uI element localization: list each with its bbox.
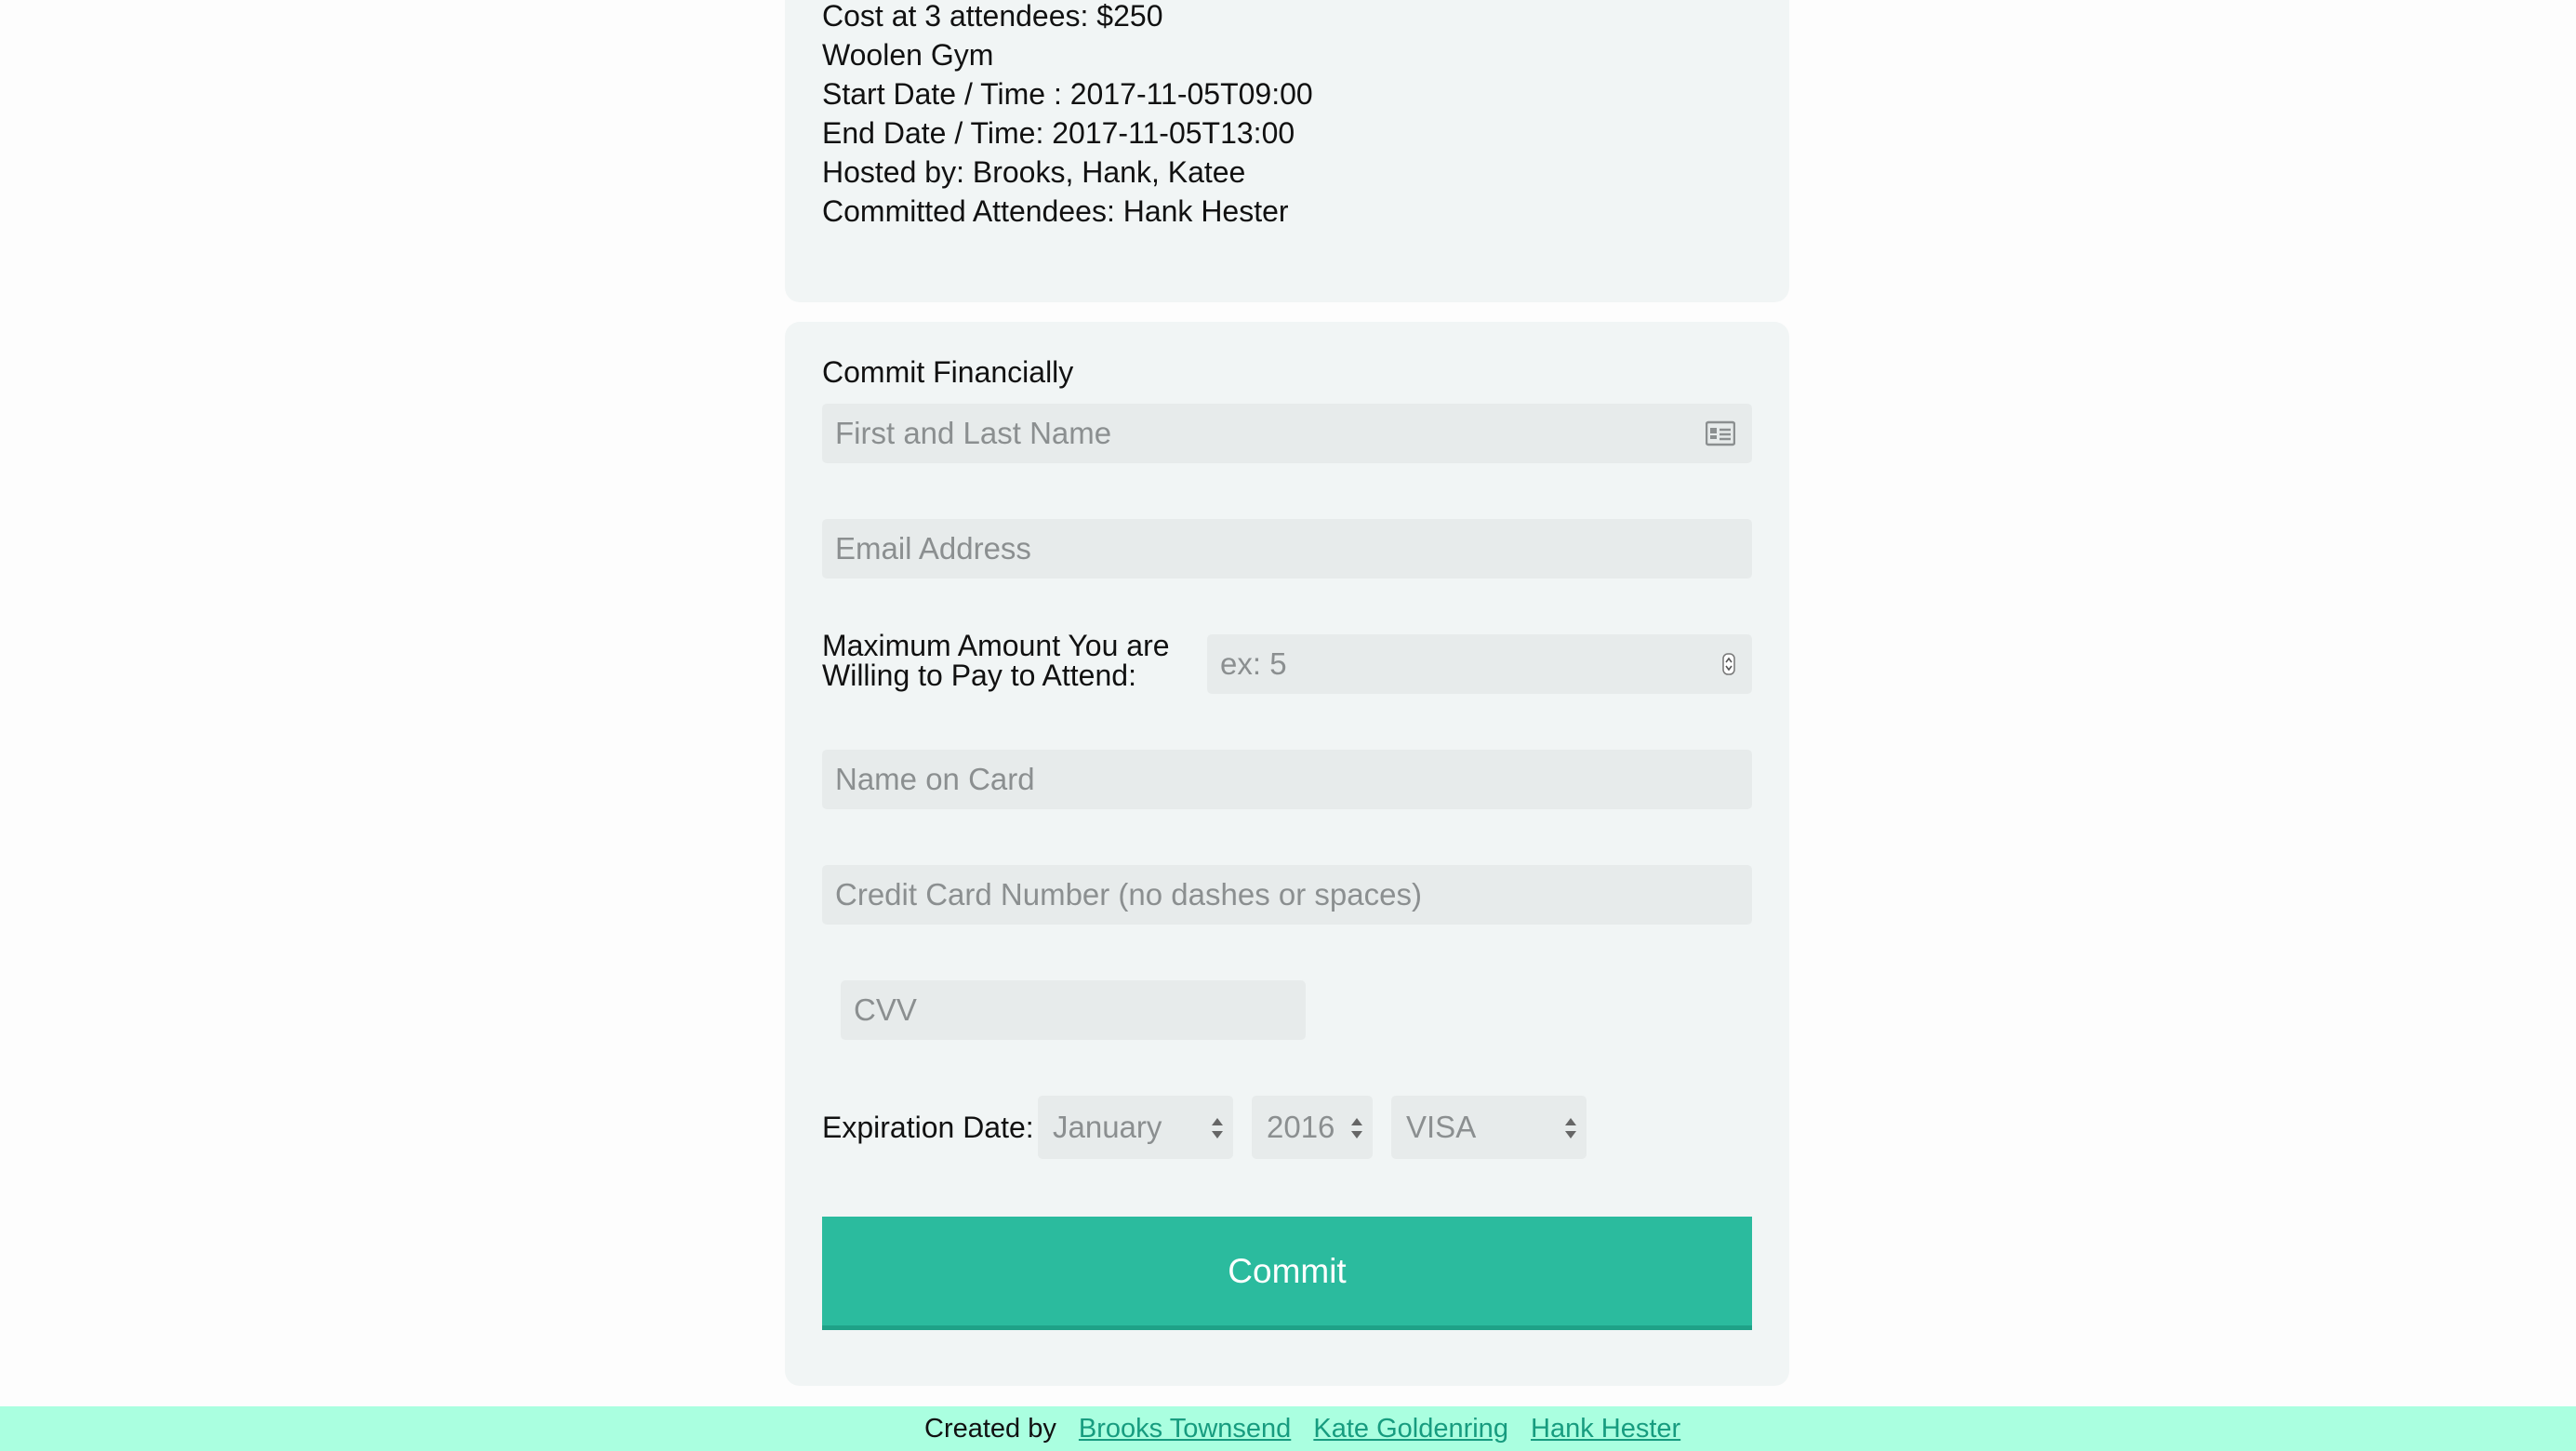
cvv-field[interactable] [841, 980, 1306, 1040]
contact-card-icon [1706, 420, 1735, 446]
event-hosts: Hosted by: Brooks, Hank, Katee [822, 155, 1246, 189]
year-select-value: 2016 [1267, 1110, 1335, 1144]
form-title: Commit Financially [822, 355, 1074, 389]
event-cost: Cost at 3 attendees: $250 [822, 0, 1163, 33]
month-select[interactable] [1038, 1096, 1233, 1159]
event-venue: Woolen Gym [822, 38, 994, 72]
author-link-brooks[interactable]: Brooks Townsend [1078, 1414, 1292, 1444]
max-amount-label [822, 631, 1194, 690]
event-end: End Date / Time: 2017-11-05T13:00 [822, 116, 1295, 150]
card-number-field[interactable] [822, 865, 1752, 925]
select-arrows-icon [1209, 1114, 1226, 1142]
commit-button[interactable]: Commit [822, 1217, 1752, 1330]
event-start: Start Date / Time : 2017-11-05T09:00 [822, 77, 1313, 111]
max-amount-input[interactable] [1220, 634, 1700, 694]
year-select[interactable] [1252, 1096, 1373, 1159]
max-amount-field[interactable] [1207, 634, 1752, 694]
max-amount-label-line1: Maximum Amount You are [822, 629, 1170, 662]
card-type-select[interactable] [1391, 1096, 1587, 1159]
select-arrows-icon [1348, 1114, 1365, 1142]
card-number-input[interactable] [835, 865, 1700, 925]
full-name-field[interactable] [822, 404, 1752, 463]
footer-credits [924, 1406, 1680, 1451]
cvv-input[interactable] [854, 980, 1254, 1040]
footer [0, 1406, 2576, 1451]
stepper-icon[interactable] [1722, 653, 1735, 675]
event-info [822, 0, 1313, 231]
author-link-hank[interactable]: Hank Hester [1531, 1414, 1681, 1444]
full-name-input[interactable] [835, 404, 1700, 463]
expiration-label: Expiration Date: [822, 1111, 1034, 1144]
select-arrows-icon [1562, 1114, 1579, 1142]
created-by-label: Created by [924, 1414, 1056, 1444]
month-select-value: January [1053, 1110, 1162, 1144]
email-input[interactable] [835, 519, 1700, 579]
card-name-input[interactable] [835, 750, 1700, 809]
max-amount-label-line2: Willing to Pay to Attend: [822, 659, 1136, 692]
card-type-select-value: VISA [1406, 1110, 1477, 1144]
author-link-kate[interactable]: Kate Goldenring [1313, 1414, 1508, 1444]
event-attendees: Committed Attendees: Hank Hester [822, 194, 1289, 228]
card-name-field[interactable] [822, 750, 1752, 809]
email-field[interactable] [822, 519, 1752, 579]
